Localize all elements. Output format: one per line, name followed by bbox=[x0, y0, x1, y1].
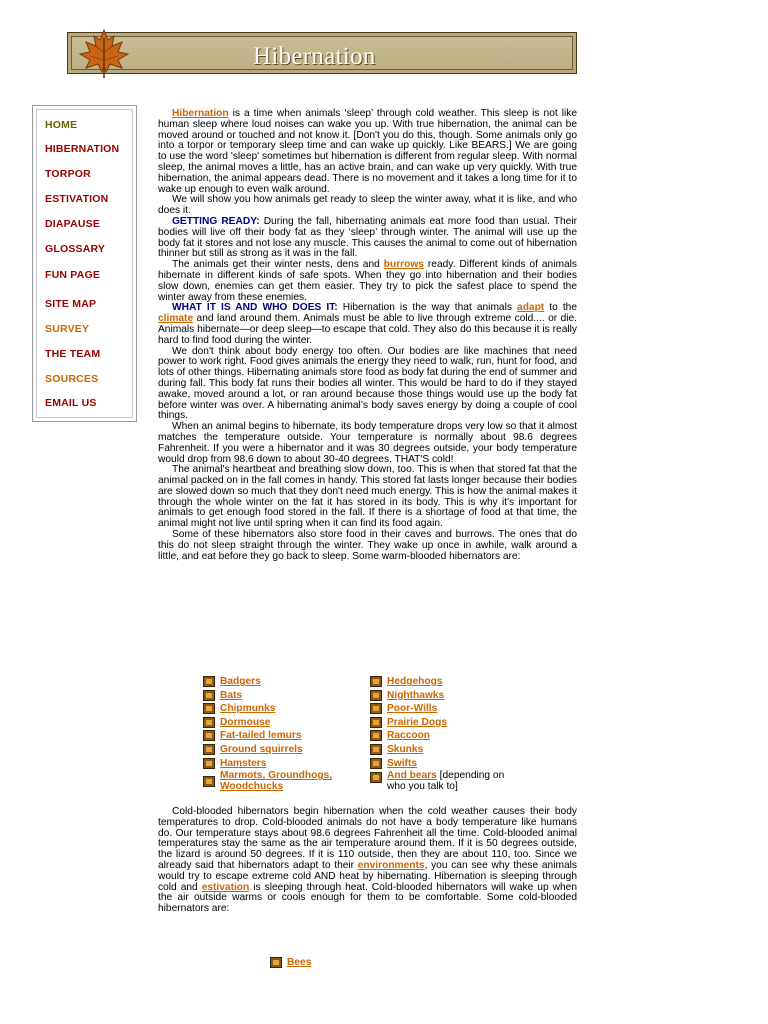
paragraph-temperature: When an animal begins to hibernate, its body temperature drops very low so that it almost matches the temperature outside. Your temperature is normally about 98.6 degrees Fahrenheit. If you were a hibernator and it was 30 degrees outside, your body temperature would drop from 98.6 down to about 30-40 degrees. THAT'S cold! bbox=[158, 421, 577, 465]
animal-bullet-icon bbox=[203, 776, 215, 787]
link-animal[interactable]: Woodchucks bbox=[220, 780, 284, 792]
link-animal[interactable]: Raccoon bbox=[387, 730, 431, 742]
list-item bbox=[203, 675, 363, 689]
paragraph-store-food: Some of these hibernators also store food in their caves and burrows. The ones that do this do not sleep straight through the winter. They wake up once in awhile, walk around a little, and eat before they go back to sleep. Some warm-blooded hibernators are: bbox=[158, 529, 577, 562]
animal-bullet-icon bbox=[370, 772, 382, 783]
list-note: [depending on bbox=[436, 770, 505, 782]
link-hibernation[interactable]: Hibernation bbox=[172, 108, 229, 119]
list-item bbox=[370, 757, 540, 771]
nav-link-diapause[interactable]: DIAPAUSE bbox=[45, 218, 101, 230]
link-animal[interactable]: Dormouse bbox=[220, 716, 271, 728]
maple-leaf-icon bbox=[74, 26, 134, 80]
paragraph-heartbeat: The animal's heartbeat and breathing slow down, too. This is when that stored fat that the animal packed on in the fall comes in handy. This stored fat lasts longer because their bodies are slowed down so much that they don't need much energy. This is how the animal makes it through the whole winter on the fat it has stored in its body. This is why it's important for animals to get enough food stored in the fall. If there is a shortage of food at that time, the animal might not live until spring when it can find its food again. bbox=[158, 464, 577, 530]
link-animal[interactable]: And bears bbox=[387, 770, 437, 782]
link-animal[interactable]: Prairie Dogs bbox=[387, 716, 448, 728]
paragraph-intro bbox=[158, 109, 577, 195]
animal-bullet-icon bbox=[370, 676, 382, 687]
section-heading-what-it-is: WHAT IT IS AND WHO DOES IT: bbox=[172, 302, 338, 314]
sidebar-nav-frame bbox=[36, 109, 133, 418]
link-animal[interactable]: Skunks bbox=[387, 743, 424, 755]
list-item bbox=[370, 743, 540, 757]
link-animal[interactable]: Marmots, Groundhogs, bbox=[220, 770, 333, 782]
animal-bullet-icon bbox=[203, 717, 215, 728]
page-title: Hibernation bbox=[253, 43, 376, 70]
paragraph-text: Hibernation is the way that animals bbox=[337, 302, 518, 314]
paragraph-nests bbox=[158, 260, 577, 303]
animal-bullet-icon bbox=[203, 730, 215, 741]
link-animal[interactable]: Fat-tailed lemurs bbox=[220, 730, 302, 742]
banner-frame bbox=[71, 36, 573, 70]
nav-link-the-team[interactable]: THE TEAM bbox=[45, 348, 101, 360]
link-climate[interactable]: climate bbox=[158, 313, 194, 325]
paragraph-text: to the bbox=[544, 302, 578, 314]
paragraph-text: is a time when animals ‘sleep’ through cold weather. This sleep is not like human sleep where loud noises can wake you up. With true hibernation, the animal can be moved around or touched and not know it. [Don't you do this, though. Some animals only go into a torpor or temporary sleep time and can wake up quickly. Like BEARS.] We are going to use the word 'sleep' sometimes but hibernation is different from regular sleep. With normal sleep, the animal moves a little, has an active brain, and can wake up very quickly. With true hibernation, the animal appears dead. There is no movement and it takes a long time for it to wake up enough to even walk around. bbox=[158, 108, 577, 195]
list-note: who you talk to] bbox=[387, 780, 458, 792]
animal-bullet-icon bbox=[203, 676, 215, 687]
link-animal[interactable]: Ground squirrels bbox=[220, 743, 303, 755]
cold-blooded-list bbox=[270, 956, 390, 970]
list-item bbox=[370, 770, 540, 796]
list-item bbox=[203, 716, 363, 730]
list-item bbox=[270, 956, 390, 970]
paragraph-what-it-is bbox=[158, 303, 577, 346]
nav-link-hibernation[interactable]: HIBERNATION bbox=[45, 143, 120, 155]
article-body-cold-blooded bbox=[158, 807, 577, 915]
paragraph-text: is sleeping through heat. Cold-blooded hibernators will wake up when the air outside warms or cools enough for them to be comfortable. Some cold-blooded hibernators are: bbox=[158, 881, 577, 915]
list-item bbox=[203, 702, 363, 716]
animal-bullet-icon bbox=[370, 690, 382, 701]
list-item bbox=[203, 757, 363, 771]
paragraph-text: The animals get their winter nests, dens and bbox=[172, 259, 384, 271]
animal-bullet-icon bbox=[270, 957, 282, 968]
nav-link-survey[interactable]: SURVEY bbox=[45, 323, 90, 335]
link-animal[interactable]: Hamsters bbox=[220, 757, 267, 769]
animal-bullet-icon bbox=[203, 690, 215, 701]
link-animal[interactable]: Bees bbox=[287, 957, 312, 968]
animal-bullet-icon bbox=[370, 744, 382, 755]
link-animal[interactable]: Hedgehogs bbox=[387, 676, 443, 687]
list-item bbox=[370, 716, 540, 730]
paragraph-text: ready. Different kinds of animals hibernate in different kinds of safe spots. When they go into hibernation and their bodies slow down, enemies can get them easier. They try to pick the safest place to spend the winter away from these enemies. bbox=[158, 259, 577, 303]
link-animal[interactable]: Swifts bbox=[387, 757, 418, 769]
paragraph-text: , you can see why these animals would try to escape extreme cold AND heat by hibernating. Hibernation is sleeping through cold and bbox=[158, 859, 577, 893]
list-item bbox=[370, 702, 540, 716]
animal-bullet-icon bbox=[203, 703, 215, 714]
list-item bbox=[203, 689, 363, 703]
nav-link-torpor[interactable]: TORPOR bbox=[45, 168, 91, 180]
paragraph-text: and land around them. Animals must be able to live through extreme cold.... or die. Animals hibernate—or deep sleep—to escape that cold. They also do this because it is really hard to find food during the winter. bbox=[158, 313, 577, 346]
animal-bullet-icon bbox=[370, 717, 382, 728]
animal-bullet-icon bbox=[203, 744, 215, 755]
warm-blooded-list-right bbox=[370, 675, 540, 796]
link-animal[interactable]: Poor-Wills bbox=[387, 703, 438, 715]
nav-link-site-map[interactable]: SITE MAP bbox=[45, 298, 97, 310]
link-animal[interactable]: Chipmunks bbox=[220, 703, 276, 715]
list-item bbox=[203, 743, 363, 757]
article-body bbox=[158, 109, 577, 562]
sidebar-nav bbox=[32, 105, 137, 422]
animal-bullet-icon bbox=[370, 703, 382, 714]
animal-bullet-icon bbox=[203, 758, 215, 769]
list-item bbox=[370, 689, 540, 703]
nav-link-estivation[interactable]: ESTIVATION bbox=[45, 193, 109, 205]
animal-bullet-icon bbox=[370, 758, 382, 769]
list-item bbox=[203, 729, 363, 743]
warm-blooded-list-left bbox=[203, 675, 363, 796]
header-banner bbox=[67, 32, 577, 74]
list-item bbox=[203, 770, 363, 796]
list-item bbox=[370, 675, 540, 689]
nav-link-email-us[interactable]: EMAIL US bbox=[45, 397, 97, 409]
link-animal[interactable]: Badgers bbox=[220, 676, 261, 687]
link-estivation[interactable]: estivation bbox=[201, 881, 250, 893]
section-heading-getting-ready: GETTING READY: bbox=[172, 215, 260, 227]
link-burrows[interactable]: burrows bbox=[383, 259, 424, 271]
paragraph-cold-blooded bbox=[158, 807, 577, 915]
paragraph-overview: We will show you how animals get ready to sleep the winter away, what it is like, and who does it. bbox=[158, 194, 577, 217]
link-animal[interactable]: Nighthawks bbox=[387, 689, 445, 701]
animal-bullet-icon bbox=[370, 730, 382, 741]
list-item bbox=[370, 729, 540, 743]
paragraph-text: During the fall, hibernating animals eat more food than usual. Their bodies will live off their body fat as they ‘sleep’ through winter. The animal will use up the body fat it stores and not lose any muscle. This causes the animal to come out of hibernation thinner but still as strong as it was in the fall. bbox=[158, 215, 578, 260]
nav-link-fun-page[interactable]: FUN PAGE bbox=[45, 269, 101, 281]
paragraph-text: Cold-blooded hibernators begin hibernation when the cold weather causes their body temperatures to drop. Cold-blooded animals do not have a body temperature like humans do. Our temperature stays about 98.6 degrees Fahrenheit all the time. Cold-blooded animal temperatures stay the same as the air temperature around them. If it is 50 degrees outside, the lizard is around 50 degrees. If it is 110 outside, then they are about 110, too. Since we already said that hibernators adapt to their bbox=[158, 806, 577, 871]
paragraph-energy: We don't think about body energy too often. Our bodies are like machines that need power to work right. Food gives animals the energy they need to walk, run, hunt for food, and lots of other things. Hibernating animals store food as body fat during the end of summer and during fall. This body fat runs their bodies all winter. This would be hard to do if they stayed awake, moved around a lot, or ran around because those things would use up the body fat before winter was over. A hibernating animal’s body saves energy by doing a couple of cool things. bbox=[158, 345, 577, 422]
paragraph-getting-ready bbox=[158, 217, 577, 260]
link-environments[interactable]: environments bbox=[357, 859, 425, 871]
link-animal[interactable]: Bats bbox=[220, 689, 243, 701]
nav-link-glossary[interactable]: GLOSSARY bbox=[45, 243, 106, 255]
nav-link-sources[interactable]: SOURCES bbox=[45, 373, 99, 385]
link-adapt[interactable]: adapt bbox=[517, 302, 545, 314]
nav-link-home[interactable]: HOME bbox=[45, 119, 78, 131]
